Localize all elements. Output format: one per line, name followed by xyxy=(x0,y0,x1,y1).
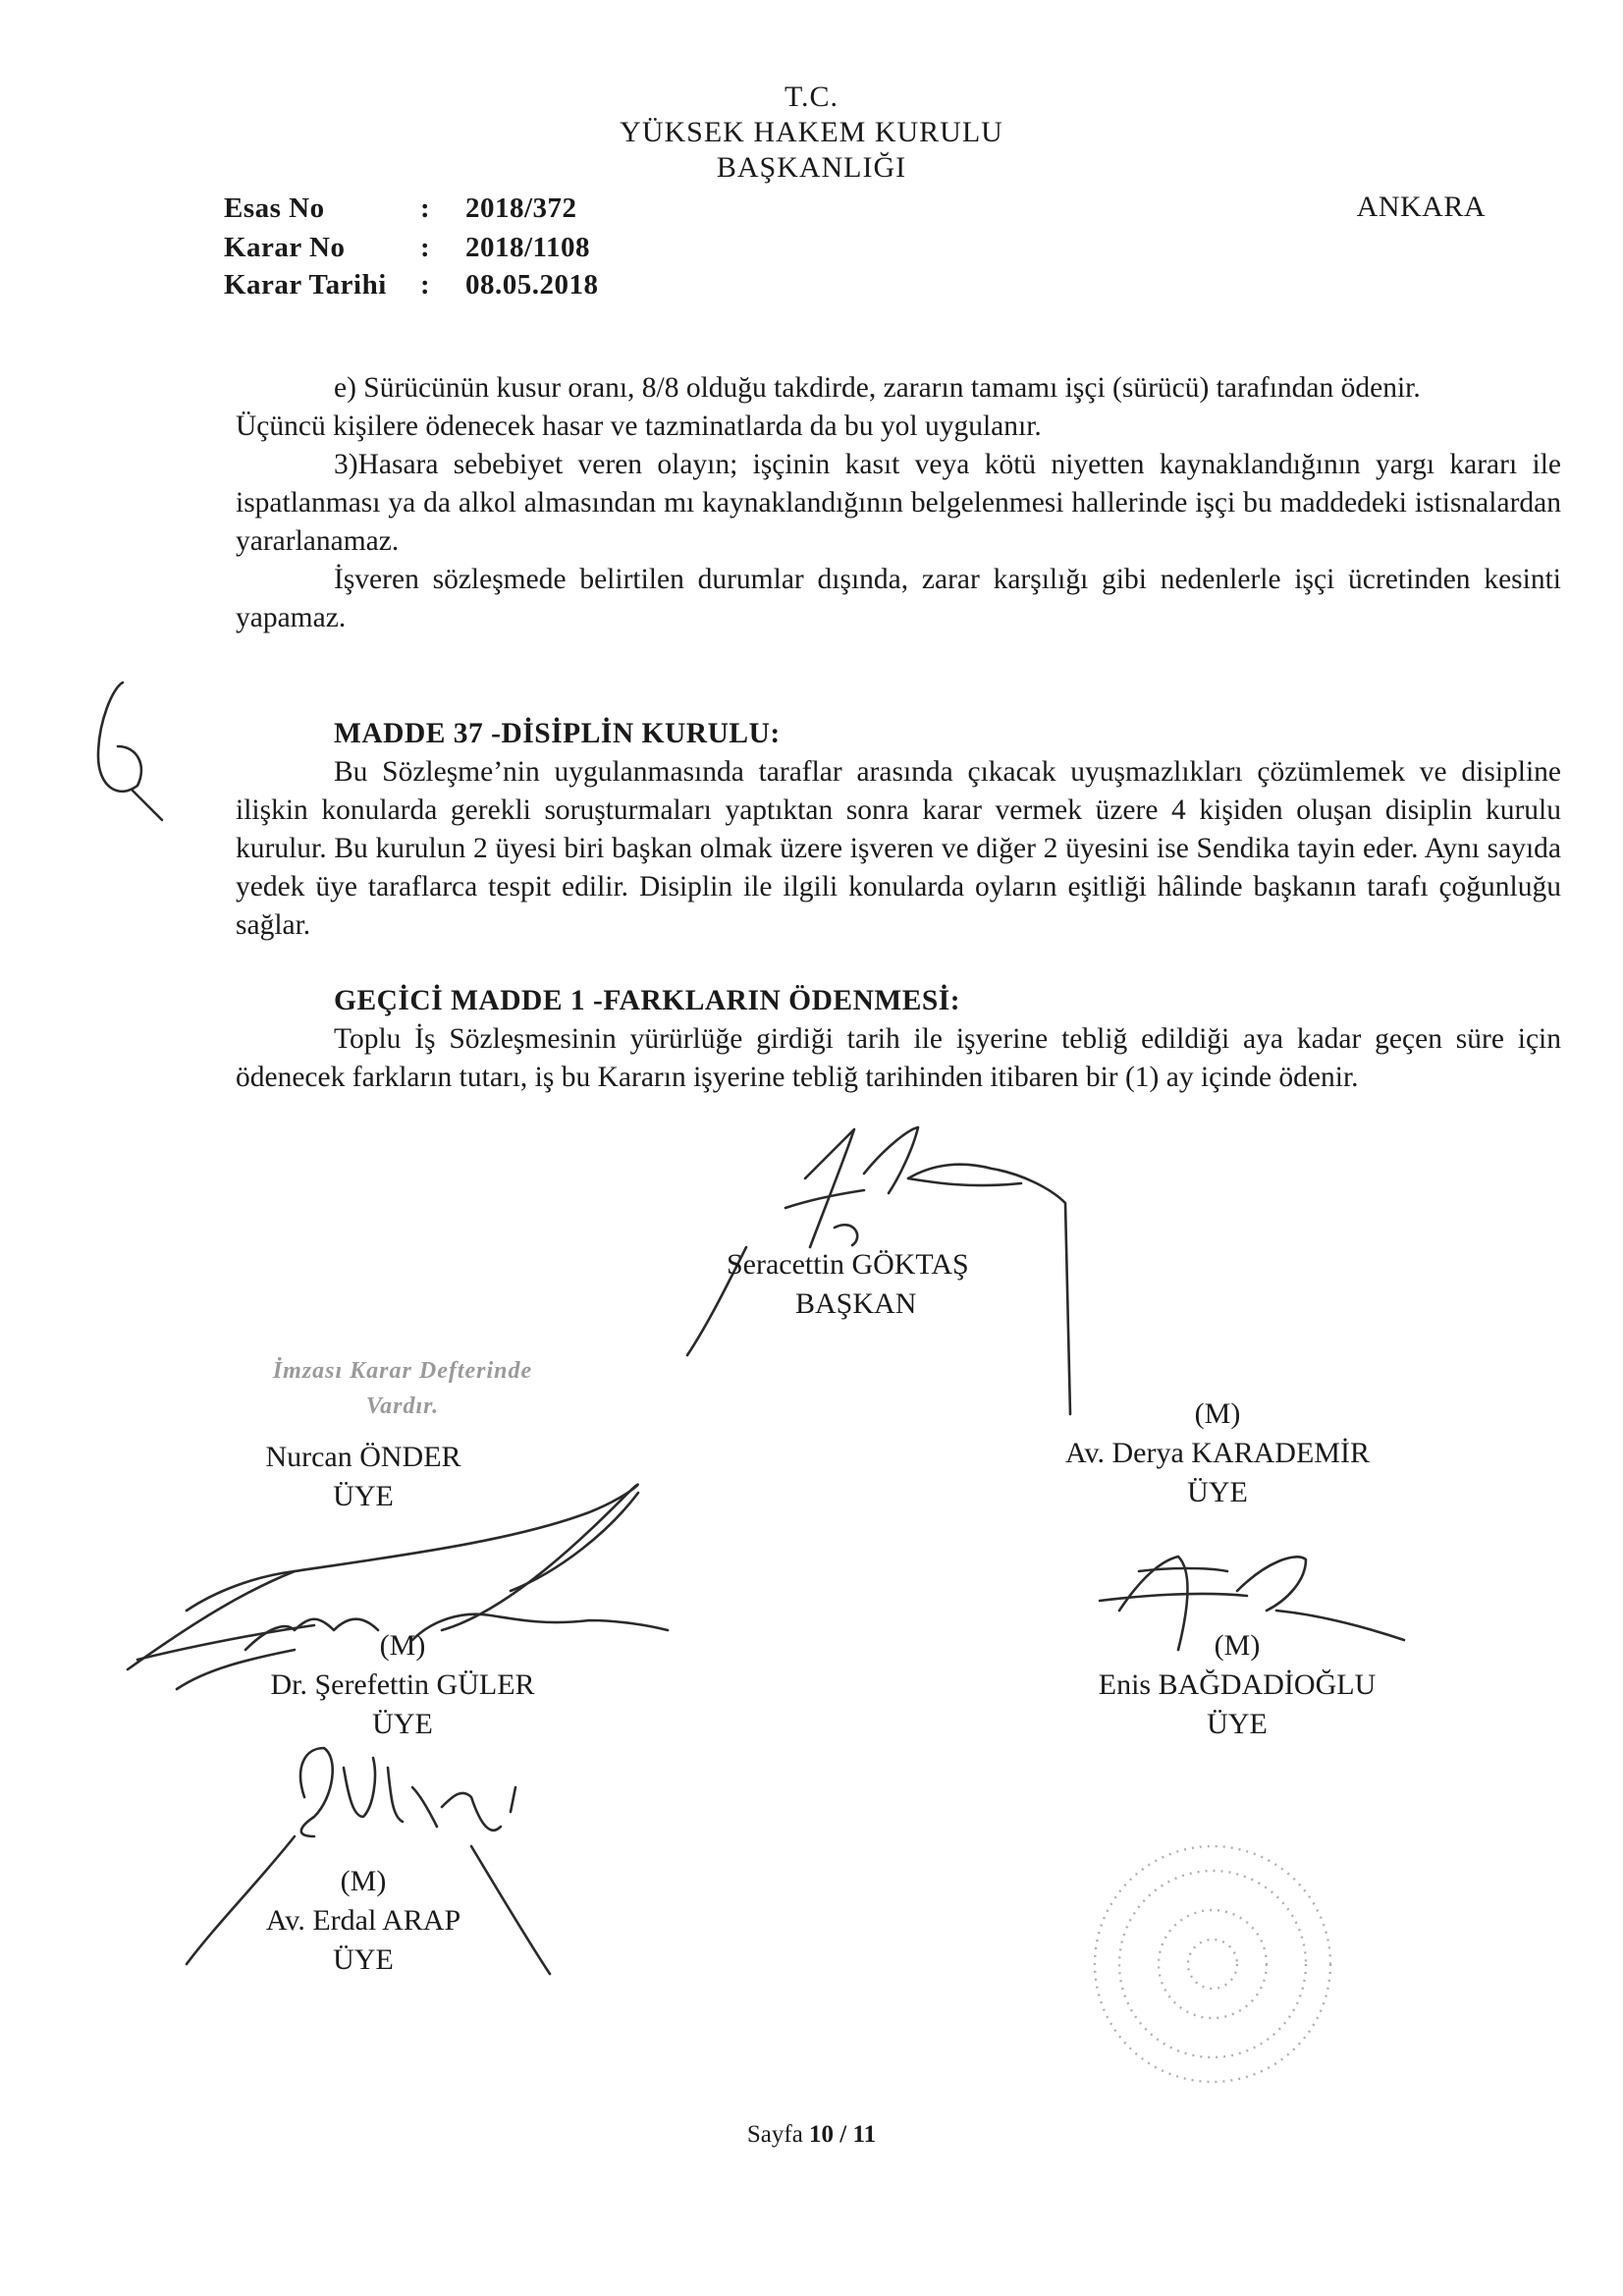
footer-total-pages: 11 xyxy=(852,2121,877,2148)
member-bagdadioglu-mark: (M) xyxy=(1214,1629,1261,1662)
member-onder-name: Nurcan ÖNDER xyxy=(265,1441,461,1473)
footer-current-page: 10 xyxy=(809,2121,835,2148)
paragraph-employer: İşveren sözleşmede belirtilen durumlar dışında, zarar karşılığı gibi nedenlerle işçi ücretinden kesinti yapamaz. xyxy=(236,564,1561,633)
meta-karar-sep: : xyxy=(420,232,431,263)
president-signature-block xyxy=(727,1245,982,1324)
header-city: ANKARA xyxy=(1356,191,1486,223)
section-text-madde-37: Bu Sözleşme’nin uygulanmasında taraflar arasında çıkacak uyuşmazlıkları çözümlemek ve disipline ilişkin konularda gerekli soruşturmaları yaptıktan sonra karar vermek üzere 4 kişiden oluşan disiplin kurulu kurulur. Bu kurulun 2 üyesi biri başkan olmak üzere işveren ve diğer 2 üyesini ise Sendika tayin eder. Aynı sayıda yedek üye taraflarca tespit edilir. Disiplin ile ilgili konularda oyların eşitliği hâlinde başkanın tarafı çoğunluğu sağlar. xyxy=(236,756,1561,941)
footer-separator: / xyxy=(839,2121,847,2148)
president-title: BAŞKAN xyxy=(795,1287,917,1320)
member-guler-mark: (M) xyxy=(379,1629,426,1662)
header-institution: YÜKSEK HAKEM KURULU xyxy=(620,116,1003,148)
member-karademir-mark: (M) xyxy=(1194,1397,1241,1430)
member-onder-block xyxy=(216,1438,511,1516)
page-footer xyxy=(0,2121,1623,2149)
member-bagdadioglu-title: ÜYE xyxy=(1207,1708,1268,1740)
footer-prefix: Sayfa xyxy=(746,2121,803,2148)
member-guler-title: ÜYE xyxy=(372,1708,433,1740)
member-karademir-name: Av. Derya KARADEMİR xyxy=(1065,1437,1370,1469)
paragraph-e: e) Sürücünün kusur oranı, 8/8 olduğu takdirde, zararın tamamı işçi (sürücü) tarafından ödenir. xyxy=(334,372,1421,404)
paragraph-third-parties: Üçüncü kişilere ödenecek hasar ve tazminatlarda da bu yol uygulanır. xyxy=(236,410,1042,442)
section-title-madde-37: MADDE 37 -DİSİPLİN KURULU: xyxy=(334,718,781,749)
member-arap-title: ÜYE xyxy=(333,1943,394,1976)
meta-esas-sep: : xyxy=(420,192,431,224)
member-onder-title: ÜYE xyxy=(333,1480,394,1512)
section-title-gecici-madde-1: GEÇİCİ MADDE 1 -FARKLARIN ÖDENMESİ: xyxy=(334,985,961,1016)
member-arap-name: Av. Erdal ARAP xyxy=(265,1904,461,1937)
signature-book-stamp xyxy=(236,1353,569,1424)
member-bagdadioglu-name: Enis BAĞDADİOĞLU xyxy=(1098,1668,1377,1701)
stamp-line-1: İmzası Karar Defterinde xyxy=(272,1358,533,1384)
meta-esas-value: 2018/372 xyxy=(465,192,577,224)
paragraph-3: 3)Hasara sebebiyet veren olayın; işçinin kasıt veya kötü niyetten kaynaklandığının yargı kararı ile ispatlanması ya da alkol almasından mı kaynaklandığının belgelenmesi hallerinde işçi bu maddedeki istisnalardan yararlanamaz. xyxy=(236,449,1561,557)
official-seal-icon xyxy=(1095,1846,1330,2082)
president-name: Seracettin GÖKTAŞ xyxy=(727,1248,969,1281)
meta-karar-value: 2018/1108 xyxy=(465,232,590,263)
stamp-line-2: Vardır. xyxy=(365,1394,440,1419)
meta-esas-label: Esas No xyxy=(224,192,325,224)
margin-initial-icon xyxy=(98,683,162,820)
member-arap-mark: (M) xyxy=(340,1865,387,1897)
member-bagdadioglu-block xyxy=(1080,1626,1394,1744)
meta-tarih-value: 08.05.2018 xyxy=(465,269,599,301)
header-country: T.C. xyxy=(784,81,839,113)
onder-signature-icon xyxy=(511,1493,638,1591)
meta-tarih-sep: : xyxy=(420,269,431,301)
member-karademir-block xyxy=(1041,1394,1394,1512)
section-text-gecici-madde-1: Toplu İş Sözleşmesinin yürürlüğe girdiği tarih ile işyerine tebliğ edildiği aya kadar geçen süre için ödenecek farkların tutarı, iş bu Kararın işyerine tebliğ tarihinden itibaren bir (1) ay içinde ödenir. xyxy=(236,1023,1561,1093)
meta-karar-label: Karar No xyxy=(224,232,346,263)
member-arap-block xyxy=(236,1862,491,1980)
header-department: BAŞKANLIĞI xyxy=(716,151,907,184)
member-karademir-title: ÜYE xyxy=(1187,1476,1248,1508)
member-guler-name: Dr. Şerefettin GÜLER xyxy=(270,1668,535,1701)
meta-tarih-label: Karar Tarihi xyxy=(224,269,387,301)
member-guler-block xyxy=(236,1626,569,1744)
